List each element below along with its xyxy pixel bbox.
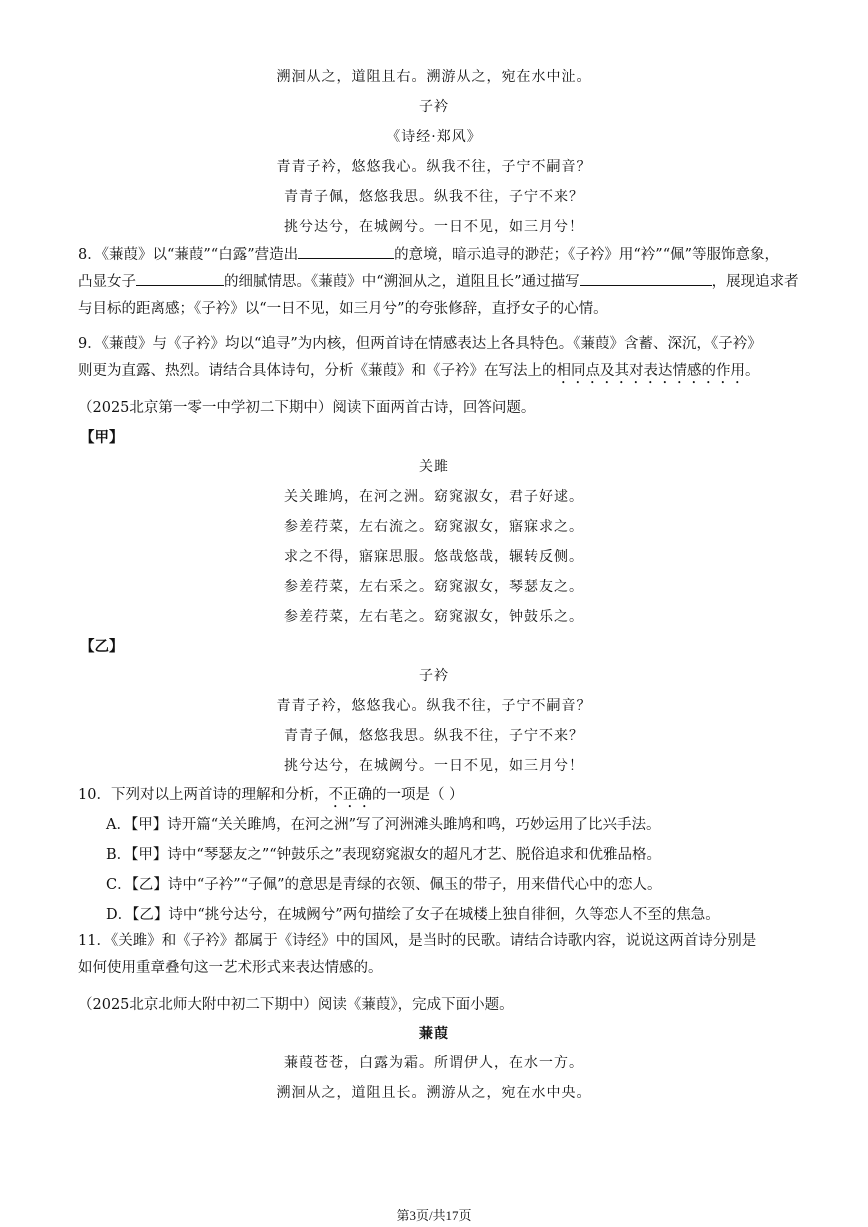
poem-line: 挑兮达兮，在城阙兮。一日不见，如三月兮！ (284, 219, 584, 235)
question-11-line-2: 如何使用重章叠句这一艺术形式来表达情感的。 (78, 960, 383, 976)
poem-line: 关关雎鸠，在河之洲。窈窕淑女，君子好逑。 (284, 489, 584, 505)
answer-blank (580, 271, 712, 286)
question-9-line-1: 9．《蒹葭》与《子衿》均以“追寻”为内核，但两首诗在情感表达上各具特色。《蒹葭》含蓄、深沉，《子衿》 (78, 336, 762, 352)
poem-line: 青青子衿，悠悠我心。纵我不往，子宁不嗣音？ (276, 698, 592, 714)
poem-line: 挑兮达兮，在城阙兮。一日不见，如三月兮！ (284, 758, 584, 774)
option-c: C．【乙】诗中“子衿”“子佩”的意思是青绿的衣领、佩玉的带子，用来借代心中的恋人。 (106, 877, 662, 893)
emphasized-text: 相同点及其对表达情感的作用 (556, 363, 745, 379)
poem-line: 参差荇菜，左右流之。窈窕淑女，寤寐求之。 (284, 519, 584, 535)
page-number: 第3页/共17页 (396, 1208, 472, 1223)
poem-line: 青青子衿，悠悠我心。纵我不往，子宁不嗣音？ (276, 159, 592, 175)
question-11-line-1: 11．《关雎》和《子衿》都属于《诗经》中的国风，是当时的民歌。请结合诗歌内容，说说这两首诗分别是 (78, 933, 757, 949)
poem-line: 溯洄从之，道阻且长。溯游从之，宛在水中央。 (276, 1085, 592, 1101)
answer-blank (136, 271, 224, 286)
option-a: A．【甲】诗开篇“关关雎鸠，在河之洲”写了河洲滩头雎鸠和鸣，巧妙运用了比兴手法。 (106, 817, 661, 833)
poem-line: 青青子佩，悠悠我思。纵我不往，子宁不来？ (284, 189, 584, 205)
poem-line: 求之不得，寤寐思服。悠哉悠哉，辗转反侧。 (284, 549, 584, 565)
poem-title: 蒹葭 (419, 1026, 449, 1042)
poem-line: 参差荇菜，左右芼之。窈窕淑女，钟鼓乐之。 (284, 609, 584, 625)
question-9-line-2: 则更为直露、热烈。请结合具体诗句，分析《蒹葭》和《子衿》在写法上的相同点及其对表达情感的作用。 (78, 363, 760, 379)
poem-title: 关雎 (419, 459, 449, 475)
exam-source: （2025北京第一零一中学初二下期中）阅读下面两首古诗，回答问题。 (78, 400, 536, 416)
option-b: B．【甲】诗中“琴瑟友之”“钟鼓乐之”表现窈窕淑女的超凡才艺、脱俗追求和优雅品格。 (106, 847, 662, 863)
question-10-stem: 10．下列对以上两首诗的理解和分析，不正确的一项是（ ） (78, 787, 464, 803)
option-d: D．【乙】诗中“挑兮达兮，在城阙兮”两句描绘了女子在城楼上独自徘徊，久等恋人不至的焦急。 (106, 907, 720, 923)
question-8-line-1: 8．《蒹葭》以“蒹葭”“白露”营造出 的意境，暗示追寻的渺茫；《子衿》用“衿”“佩”等服饰意象， (78, 242, 790, 269)
section-tag-jia: 【甲】 (80, 429, 124, 446)
question-8-line-2: 凸显女子 的细腻情思。《蒹葭》中“溯洄从之，道阻且长”通过描写 ，展现追求者 (78, 269, 790, 296)
question-11 (78, 928, 790, 982)
poem-title: 子衿 (419, 99, 449, 115)
question-9 (78, 331, 790, 387)
poem-source: 《诗经·郑风》 (386, 129, 482, 145)
poem-line: 青青子佩，悠悠我思。纵我不往，子宁不来？ (284, 728, 584, 744)
emphasized-text: 不正确 (328, 787, 372, 803)
poem-line: 溯洄从之，道阻且右。溯游从之，宛在水中沚。 (276, 69, 592, 85)
poem-title: 子衿 (419, 668, 449, 684)
question-8-line-3: 与目标的距离感；《子衿》以“一日不见，如三月兮”的夸张修辞，直抒女子的心情。 (78, 301, 608, 317)
section-tag-yi: 【乙】 (80, 638, 124, 655)
question-8 (78, 242, 799, 323)
answer-blank (298, 244, 394, 259)
poem-line: 蒹葭苍苍，白露为霜。所谓伊人，在水一方。 (284, 1055, 584, 1071)
exam-source: （2025北京北师大附中初二下期中）阅读《蒹葭》，完成下面小题。 (78, 997, 514, 1013)
poem-line: 参差荇菜，左右采之。窈窕淑女，琴瑟友之。 (284, 579, 584, 595)
